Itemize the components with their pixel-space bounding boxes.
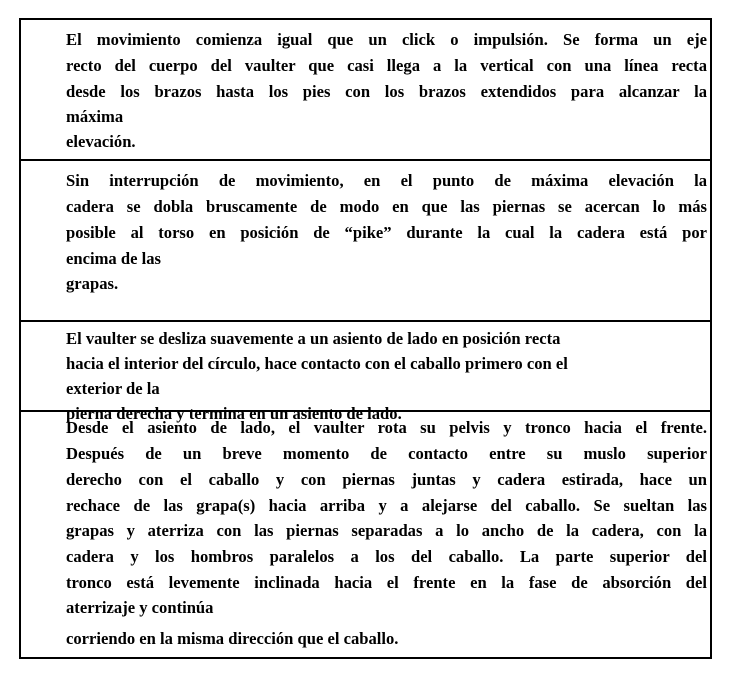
description-table: [19, 18, 712, 659]
table-row: [21, 320, 710, 423]
paragraph-line: encima de las: [66, 249, 161, 268]
table-row: [21, 410, 710, 659]
paragraph-line: grapas.: [66, 274, 119, 293]
paragraph-line: El movimiento comienza igual que un click o impulsión. Se forma un eje: [66, 30, 707, 49]
paragraph-line: recto del cuerpo del vaulter que casi llega a la vertical con una línea recta: [66, 56, 707, 75]
paragraph-line: tronco está levemente inclinada hacia el frente en la fase de absorción del: [66, 573, 707, 592]
paragraph-line: aterrizaje y continúa: [66, 598, 214, 617]
paragraph-line: grapas y aterriza con las piernas separadas a lo ancho de la cadera, con la: [66, 521, 707, 540]
paragraph-line: corriendo en la misma dirección que el caballo.: [66, 629, 399, 648]
paragraph-line: máxima: [66, 107, 124, 126]
paragraph-line: cadera se dobla bruscamente de modo en que las piernas se acercan lo más: [66, 197, 707, 216]
paragraph-line: cadera y los hombros paralelos a los del caballo. La parte superior del: [66, 547, 707, 566]
paragraph-line: derecho con el caballo y con piernas juntas y cadera estirada, hace un: [66, 470, 707, 489]
paragraph-line: hacia el interior del círculo, hace contacto con el caballo primero con el: [66, 354, 568, 373]
table-row: [21, 20, 710, 159]
paragraph-line: exterior de la: [66, 379, 160, 398]
paragraph-line: elevación.: [66, 132, 136, 151]
paragraph-line: Después de un breve momento de contacto entre su muslo superior: [66, 444, 707, 463]
table-row: [21, 159, 710, 320]
paragraph-line: El vaulter se desliza suavemente a un asiento de lado en posición recta: [66, 329, 561, 348]
paragraph-line: posible al torso en posición de “pike” durante la cual la cadera está por: [66, 223, 707, 242]
paragraph-line: Sin interrupción de movimiento, en el punto de máxima elevación la: [66, 171, 707, 190]
paragraph-line: desde los brazos hasta los pies con los brazos extendidos para alcanzar la: [66, 82, 707, 101]
paragraph-line: Desde el asiento de lado, el vaulter rota su pelvis y tronco hacia el frente.: [66, 418, 707, 437]
paragraph-line: rechace de las grapa(s) hacia arriba y a alejarse del caballo. Se sueltan las: [66, 496, 707, 515]
paragraph-line: pierna derecha y termina en un asiento de lado.: [66, 404, 402, 423]
